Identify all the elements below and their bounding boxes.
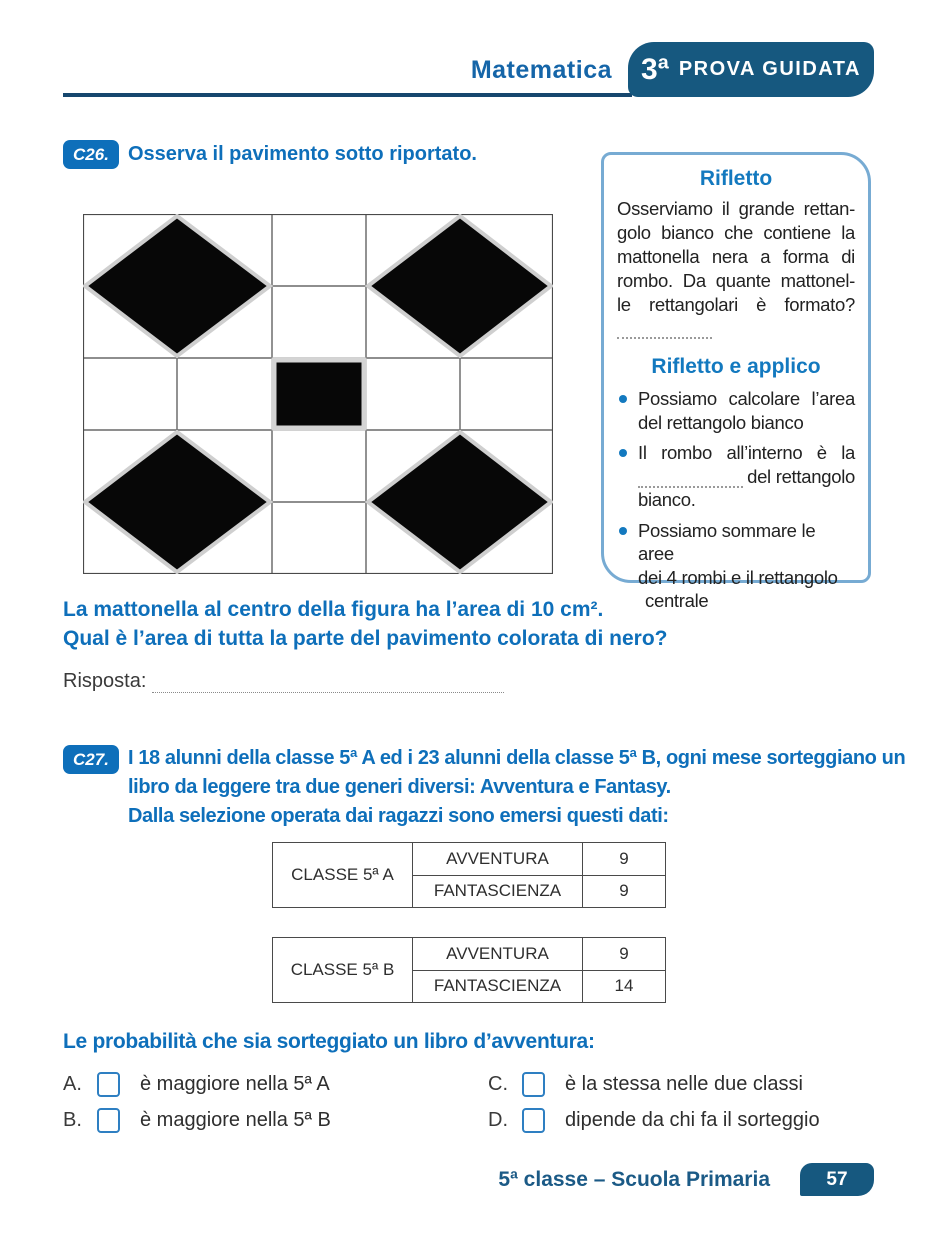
option-c-checkbox[interactable] <box>522 1072 545 1097</box>
c27-options <box>63 1072 883 1133</box>
option-a-checkbox[interactable] <box>97 1072 120 1097</box>
option-d <box>488 1108 883 1133</box>
c26-statement <box>63 595 667 653</box>
option-letter: B. <box>63 1109 82 1131</box>
header-rule <box>63 93 632 97</box>
rifletto-paragraph-line: le rettangolari è formato? <box>617 294 855 315</box>
c26-statement-line1: La mattonella al centro della figura ha l’area di 10 cm². <box>63 598 604 621</box>
table-cell-count: 9 <box>583 938 666 971</box>
rifletto-paragraph-line: Osserviamo il grande rettan- <box>617 198 855 219</box>
table-cell-count: 14 <box>583 970 666 1003</box>
bullet-line: Il rombo all’interno è la <box>638 442 855 463</box>
page-number-badge: 57 <box>800 1163 874 1196</box>
class-a-table <box>272 842 666 908</box>
rifletto-applico-title: Rifletto e applico <box>651 355 821 378</box>
table-cell-genre: FANTASCIENZA <box>413 970 583 1003</box>
rifletto-fill-blank[interactable] <box>638 470 743 488</box>
bullet-line: Possiamo calcolare l’area <box>638 388 855 409</box>
option-letter: D. <box>488 1109 508 1131</box>
question-c27-text <box>128 744 923 831</box>
c27-text-line2: libro da leggere tra due generi diversi: Avventura e Fantasy. <box>128 776 671 798</box>
option-text: dipende da chi fa il sorteggio <box>565 1109 820 1131</box>
answer-label: Risposta: <box>63 670 147 692</box>
c27-text-line1: I 18 alunni della classe 5ª A ed i 23 alunni della classe 5ª B, ogni mese sorteggiano un <box>128 747 906 769</box>
table-cell-genre: AVVENTURA <box>413 843 583 876</box>
option-d-checkbox[interactable] <box>522 1108 545 1133</box>
option-c <box>488 1072 883 1097</box>
option-b <box>63 1108 488 1133</box>
bullet-line: centrale <box>645 590 709 611</box>
question-c26-text: Osserva il pavimento sotto riportato. <box>128 143 477 165</box>
option-text: è la stessa nelle due classi <box>565 1073 803 1095</box>
table-cell-genre: FANTASCIENZA <box>413 875 583 908</box>
bullet-dot-icon <box>619 449 627 457</box>
option-letter: A. <box>63 1073 82 1095</box>
rifletto-paragraph-line: golo bianco che contiene la <box>617 222 855 243</box>
option-a <box>63 1072 488 1097</box>
table-cell-class-label: CLASSE 5ª A <box>273 843 413 908</box>
option-letter: C. <box>488 1073 508 1095</box>
rifletto-answer-blank[interactable] <box>617 323 712 339</box>
class-b-table <box>272 937 666 1003</box>
rifletto-box <box>601 152 871 611</box>
bullet-line: dei 4 rombi e il rettangolo <box>638 566 838 588</box>
bullet-line-with-blank <box>638 465 855 489</box>
center-black-tile <box>274 360 364 428</box>
question-c26-badge: C26. <box>63 140 119 169</box>
rifletto-paragraph-line: mattonella nera a forma di <box>617 246 855 267</box>
rifletto-paragraph-line: rombo. Da quante mattonel- <box>617 270 855 291</box>
prova-number: 3ª <box>641 52 669 86</box>
table-cell-genre: AVVENTURA <box>413 938 583 971</box>
bullet-line: del rettangolo <box>747 465 855 487</box>
c26-statement-line2: Qual è l’area di tutta la parte del pavimento colorata di nero? <box>63 627 668 650</box>
bullet-dot-icon <box>619 527 627 535</box>
c27-text-line3: Dalla selezione operata dai ragazzi sono emersi questi dati: <box>128 805 669 827</box>
table-cell-count: 9 <box>583 843 666 876</box>
option-b-checkbox[interactable] <box>97 1108 120 1133</box>
bullet-line: del rettangolo bianco <box>638 411 804 433</box>
prova-guidata-badge <box>628 42 874 97</box>
bullet-line: bianco. <box>638 489 696 510</box>
bullet-dot-icon <box>619 395 627 403</box>
bullet-line: Possiamo sommare le aree <box>638 519 816 564</box>
footer-text: 5ª classe – Scuola Primaria <box>498 1168 770 1191</box>
table-cell-count: 9 <box>583 875 666 908</box>
rifletto-bullet-1 <box>617 387 855 434</box>
rifletto-title: Rifletto <box>699 167 773 190</box>
option-text: è maggiore nella 5ª B <box>140 1109 331 1131</box>
rifletto-bullet-2 <box>617 441 855 512</box>
question-c27-badge: C27. <box>63 745 119 774</box>
table-cell-class-label: CLASSE 5ª B <box>273 938 413 1003</box>
c27-prompt: Le probabilità che sia sorteggiato un libro d’avventura: <box>63 1030 595 1053</box>
prova-label: PROVA GUIDATA <box>678 58 861 80</box>
option-text: è maggiore nella 5ª A <box>140 1073 330 1095</box>
subject-title: Matematica <box>470 56 612 84</box>
pavement-figure <box>83 214 553 574</box>
answer-blank[interactable] <box>152 674 504 693</box>
c26-answer-row <box>63 670 504 693</box>
